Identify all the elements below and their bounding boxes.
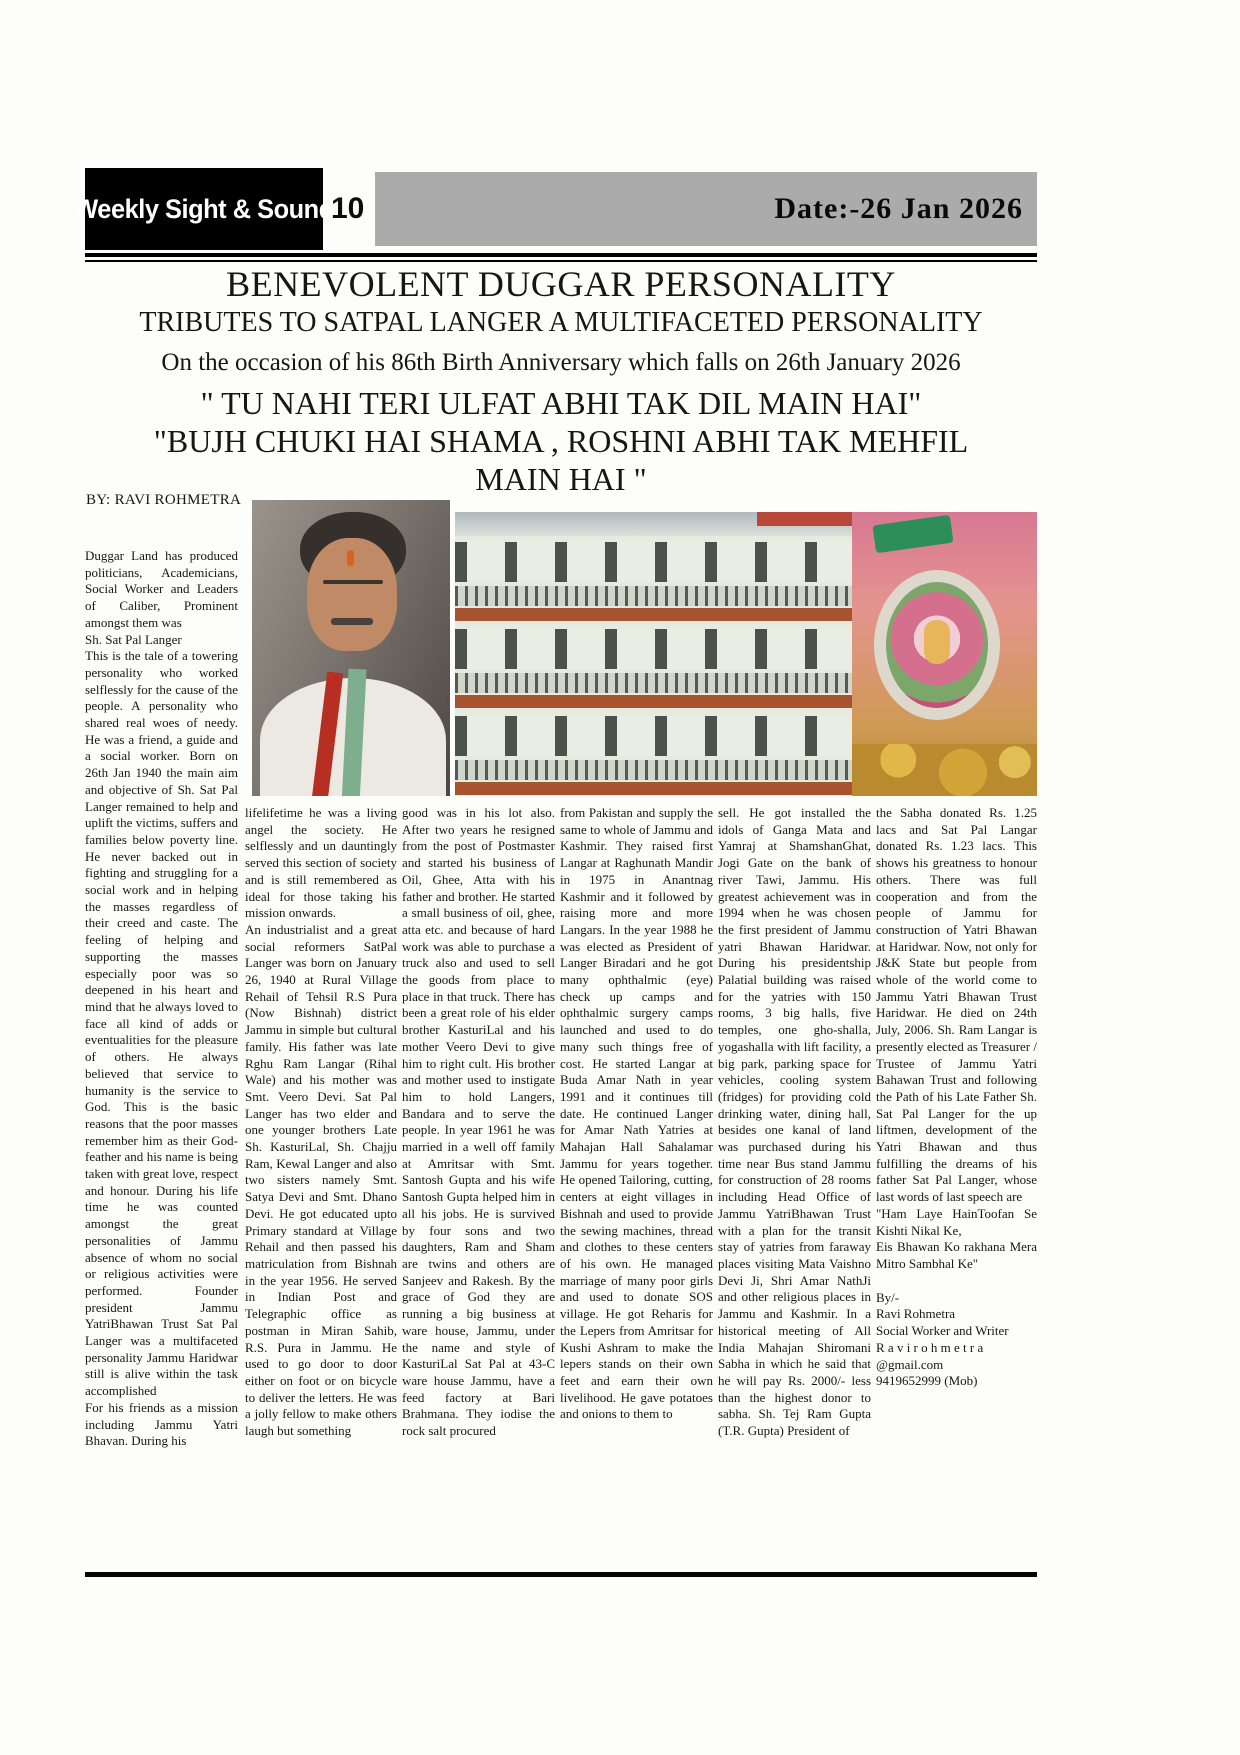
header-rule-thick [85,253,1037,257]
article-column-5 [718,805,871,1567]
article-paragraph: Duggar Land has produced politicians, Academicians, Social Worker and Leaders of Caliber, Prominent amongst them was [85,548,238,630]
deity-float [852,512,1037,796]
article-paragraph: Social Worker and Writer [876,1323,1009,1339]
article-column-2 [245,805,397,1567]
portrait-moustache [331,618,373,625]
article-paragraph: 9419652999 (Mob) [876,1373,978,1389]
headline-title: BENEVOLENT DUGGAR PERSONALITY [226,264,896,304]
article-paragraph: lifelifetime he was a living angel the society. He selflessly and un dauntingly served this section of society and is still remembered as ideal for those taking his mission onwards. [245,805,397,921]
article-column-1 [85,548,238,1466]
building-photo [455,512,1037,796]
headline-couplet-line2: "BUJH CHUKI HAI SHAMA , ROSHNI ABHI TAK MEHFIL MAIN HAI " [153,423,969,497]
paragraph-spacer [876,1273,1037,1290]
portrait-photo [252,500,450,796]
article-paragraph: from Pakistan and supply the same to whole of Jammu and Kashmir. They raised first Langar at Raghunath Mandir in 1975 in Anantnag Kashmir and it followed by raising more and more Langars. In the year 1988 he was elected as President of Langer Biradari and he got many ophthalmic (eye) check up camps and ophthalmic surgery camps launched and used to do many such things free of cost. He started Langar at Buda Amar Nath in year 1991 and it continues till date. He continued Langer for Amar Nath Yatries at Mahajan Hall Sahalamar Jammu for years together. He opened Tailoring, cutting, centers at eight villages in Bishnah and used to provide the sewing machines, thread and clothes to these centers of his own. He managed marriage of many poor girls and used to donate SOS village. He got Reharis for the Lepers from Amritsar for Kushi Ashram to make the lepers stands on their own feet and earn their own livelihood. He gave potatoes and onions to them to [560,805,713,1422]
article-paragraph: Ravi Rohmetra [876,1306,956,1322]
portrait-tilak [347,550,354,566]
article-paragraph: This is the tale of a towering personality who worked selflessly for the cause of the people. A personality who shared real woes of needy. He was a friend, a guide and a social worker. Born on 26th Jan 1940 the main aim and objective of Sh. Sat Pal Langer remained to help and uplift the victims, suffers and families below poverty line. He never backed out in fighting and struggling for a social work and in helping the masses regardless of their creed and caste. The feeling of helping and supporting the masses especially poor was so deepened in his heart and mind that he always loved to face all kind of adds or eventualities for the pleasure of others. He always believed that service to humanity is the service to God. This is the basic reasons that the poor masses remember him as their God-feather and his name is being taken with great love, respect and honour. During his life time he was counted amongst the great personalities of Jammu absence of whom no social or religious activities were performed. Founder president Jammu YatriBhawan Trust Sat Pal Langer was a multifaceted personality Jammu Haridwar still is alive within the task accomplished [85,648,238,1399]
article-paragraph: sell. He got installed the idols of Ganga Mata and Yamraj at ShamshanGhat, Jogi Gate on the bank of river Tawi, Jammu. His greatest achievement was in 1994 when he was chosen the first president of Jammu yatri Bhawan Haridwar. During his presidentship Palatial building was raised for the yatries with 150 rooms, 3 big halls, five temples, one gho-shalla, yogashalla with lift facility, a big park, parking space for vehicles, cooling system (fridges) for providing cold drinking water, dining hall, besides one kanal of land was purchased during his time near Bus stand Jammu for construction of 28 rooms including Head Office of Jammu YatriBhawan Trust with a plan for the transit stay of yatries from faraway places visiting Mata Vaishno Devi Ji, Shri Amar NathJi and other religious places in Jammu and Kashmir. In a historical meeting of All India Mahajan Shiromani Sabha in which he said that he will pay Rs. 2000/- less than the highest donor to sabha. Sh. Tej Ram Gupta (T.R. Gupta) President of [718,805,871,1439]
float-deity [924,620,950,664]
headline-couplet-line1: " TU NAHI TERI ULFAT ABHI TAK DIL MAIN HAI" [200,385,922,421]
page-number: 10 [331,192,365,225]
bottom-rule [85,1572,1037,1577]
article-paragraph: For his friends as a mission including Jammu Yatri Bhavan. During his [85,1399,238,1449]
article-paragraph: An industrialist and a great social reformers SatPal Langer was born on January 26, 1940 at Rural Village Rehail of Tehsil R.S Pura (Now Bishnah) district Jammu in simple but cultural family. His father was late Rghu Ram Langar (Rihal Wale) and his mother was Smt. Veero Devi. Sat Pal Langer has two elder and one younger brothers Late Sh. KasturiLal, Sh. Chajju Ram, Kewal Langer and also two sisters namely Smt. Satya Devi and Smt. Dhano Devi. He got educated upto Primary standard at Village Rehail and then passed his matriculation from Bishnah in the year 1956. He served in Indian Post and Telegraphic office as postman in Miran Sahib, R.S. Pura in Jammu. He used to go door to door either on foot or on bicycle to deliver the letters. He was a jolly fellow to make others laugh but something [245,921,397,1439]
article-column-4 [560,805,713,1567]
article-paragraph: the Sabha donated Rs. 1.25 lacs and Sat Pal Langar donated Rs. 1.23 lacs. This shows his greatness to honour others. There was full cooperation and from the people of Jammu for construction of Yatri Bhawan at Haridwar. Now, not only for J&K State but people from whole of the world come to Jammu Yatri Bhawan Trust Haridwar. He died on 24th July, 2006. Sh. Ram Langar is presently elected as Treasurer / Trustee of Jammu Yatri Bahawan Trust and following the Path of his Late Father Sh. Sat Pal Langer for the up liftmen, development of the Yatri Bhawan and thus fulfilling the dreams of his father Sat Pal Langer, whose last words of last speech are [876,805,1037,1205]
header-rule [85,253,1037,262]
float-gold-base [852,744,1037,796]
article-paragraph: "Ham Laye HainToofan Se Kishti Nikal Ke, [876,1205,1037,1238]
header-rule-thin [85,260,1037,262]
headline-subtitle: TRIBUTES TO SATPAL LANGER A MULTIFACETED PERSONALITY [139,307,983,338]
article-paragraph: Sh. Sat Pal Langer [85,631,182,647]
headline-block [85,264,1037,498]
float-flag [872,515,953,554]
issue-date: Date:-26 Jan 2026 [774,192,1023,225]
date-bar [375,172,1037,246]
byline: BY: RAVI ROHMETRA [86,492,242,508]
article-column-6 [876,805,1037,1567]
portrait-brow [323,580,382,584]
article-column-3 [402,805,555,1567]
masthead [74,168,1037,250]
article-paragraph: By/- [876,1289,900,1305]
article-paragraph: R a v i r o h m e t r a [876,1339,984,1355]
article-paragraph: @gmail.com [876,1356,944,1372]
article-paragraph: good was in his lot also. After two years he resigned from the post of Postmaster and started his business of Oil, Ghee, Atta with his father and brother. He started a small business of oil, ghee, atta etc. and because of hard work was able to purchase a truck also and used to sell the goods from place to place in that truck. There has been a great role of his elder brother KasturiLal and his mother Veero Devi to give him to right cult. His brother and mother used to instigate him to hold Langers, Bandara and to serve the people. In year 1961 he was married in a well off family at Amritsar with Smt. Santosh Gupta and his wife Santosh Gupta helped him in all his jobs. He is survived by four sons and two daughters, Ram and Sham are twins and others are Sanjeev and Rakesh. By the grace of God they are running a big business at ware house, Jammu, under the name and style of KasturiLal Sat Pal at 43-C ware house Jammu, have a feed factory at Bari Brahmana. They iodise the rock salt procured [402,805,555,1439]
paper-title: Weekly Sight & Sound [74,193,334,224]
masthead-title-box [74,168,334,250]
headline-occasion: On the occasion of his 86th Birth Anniversary which falls on 26th January 2026 [161,349,961,376]
article-paragraph: Eis Bhawan Ko rakhana Mera Mitro Sambhal Ke" [876,1239,1037,1271]
